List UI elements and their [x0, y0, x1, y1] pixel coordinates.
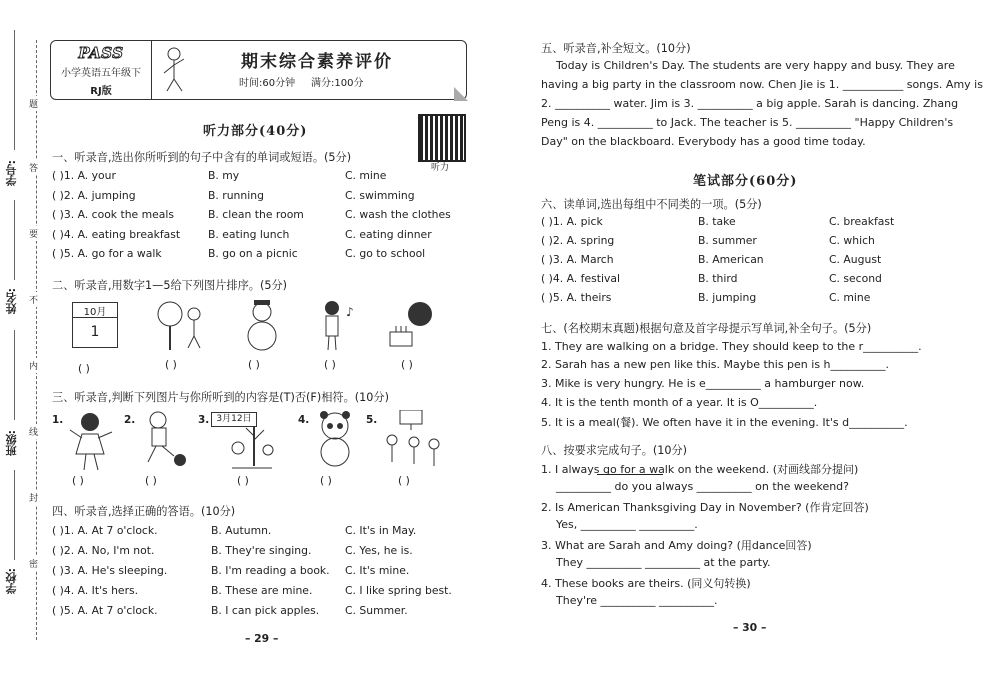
question-row[interactable]: ( )2. A. jumping [52, 189, 136, 202]
question-row[interactable]: ( )1. A. At 7 o'clock. [52, 524, 158, 537]
tf-blank[interactable]: ( ) [320, 474, 332, 487]
seal-char: 题 [29, 96, 38, 111]
seal-char: 不 [29, 292, 38, 307]
margin-line [14, 200, 15, 280]
option-b[interactable]: B. my [208, 169, 240, 182]
school-label: 学校: [5, 568, 18, 595]
answer-line[interactable]: Yes, __________ __________. [556, 518, 698, 531]
passage-line[interactable]: Peng is 4. __________ to Jack. The teacher is 5. __________ "Happy Children's [541, 116, 954, 129]
question-row[interactable]: ( )3. A. March [541, 253, 614, 266]
order-blank[interactable]: ( ) [324, 358, 336, 371]
passage-line: Today is Children's Day. The students are very happy and busy. They are [556, 59, 955, 72]
section-7-title: 七、(名校期末真题)根据句意及首字母提示写单词,补全句子。(5分) [541, 322, 872, 335]
question-row[interactable]: ( )5. A. go for a walk [52, 247, 162, 260]
picture-number: 5. [366, 414, 378, 426]
question-row[interactable]: ( )1. A. pick [541, 215, 603, 228]
pass-logo: PASS [78, 44, 124, 62]
option-b[interactable]: B. take [698, 215, 736, 228]
option-b[interactable]: B. eating lunch [208, 228, 290, 241]
question-row[interactable]: ( )4. A. It's hers. [52, 584, 139, 597]
boy-football-picture [140, 410, 190, 470]
question-row[interactable]: ( )5. A. theirs [541, 291, 612, 304]
seal-char: 答 [29, 160, 38, 175]
option-c[interactable]: C. It's in May. [345, 524, 417, 537]
calendar-day: 1 [90, 324, 100, 340]
margin-line [14, 330, 15, 420]
order-blank[interactable]: ( ) [78, 362, 90, 375]
exam-header [50, 40, 467, 100]
boy-by-tree-picture [152, 300, 212, 352]
option-b[interactable]: B. American [698, 253, 764, 266]
qr-code-icon[interactable] [418, 114, 466, 162]
student-number-label: 学号: [5, 160, 18, 187]
margin-line [14, 30, 15, 150]
answer-line[interactable]: __________ do you always __________ on the weekend? [556, 480, 849, 493]
option-b[interactable]: B. running [208, 189, 264, 202]
girl-dancing-picture [68, 410, 114, 472]
section-5-title: 五、听录音,补全短文。(10分) [541, 42, 691, 55]
passage-line[interactable]: 2. __________ water. Jim is 3. __________ a big apple. Sarah is dancing. Zhang [541, 97, 959, 110]
section-2-title: 二、听录音,用数字1—5给下列图片排序。(5分) [52, 279, 288, 292]
full-score: 满分:100分 [311, 78, 364, 89]
calendar-month: 10月 [73, 303, 117, 318]
order-blank[interactable]: ( ) [401, 358, 413, 371]
question-row[interactable]: ( )4. A. eating breakfast [52, 228, 181, 241]
option-b[interactable]: B. summer [698, 234, 757, 247]
option-b[interactable]: B. These are mine. [211, 584, 313, 597]
picture-number: 4. [298, 414, 310, 426]
fill-sentence[interactable]: 2. Sarah has a new pen like this. Maybe this pen is h__________. [541, 358, 890, 371]
page-number-right: – 30 – [733, 621, 767, 634]
listening-part-title: 听力部分(40分) [203, 124, 308, 139]
seal-char: 线 [29, 424, 38, 439]
fill-sentence[interactable]: 3. Mike is very hungry. He is e__________ a hamburger now. [541, 377, 865, 390]
option-b[interactable]: B. I'm reading a book. [211, 564, 330, 577]
snowman-picture [240, 298, 284, 354]
seal-dashed-line [36, 40, 37, 640]
section-1-title: 一、听录音,选出你所听到的句子中含有的单词或短语。(5分) [52, 151, 352, 164]
question-row[interactable]: ( )2. A. spring [541, 234, 615, 247]
answer-line[interactable]: They __________ __________ at the party. [556, 556, 771, 569]
option-c[interactable]: C. eating dinner [345, 228, 432, 241]
question-row[interactable]: ( )4. A. festival [541, 272, 620, 285]
calendar-picture [72, 302, 118, 348]
tf-blank[interactable]: ( ) [398, 474, 410, 487]
page-number-left: – 29 – [245, 632, 279, 645]
question-row[interactable]: ( )3. A. cook the meals [52, 208, 175, 221]
section-4-title: 四、听录音,选择正确的答语。(10分) [52, 505, 236, 518]
section-6-title: 六、读单词,选出每组中不同类的一项。(5分) [541, 198, 762, 211]
passage-line: Day" on the blackboard. Everybody has a good time today. [541, 135, 866, 148]
writing-part-title: 笔试部分(60分) [693, 174, 798, 189]
fill-sentence[interactable]: 5. It is a meal(餐). We often have it in the evening. It's d__________. [541, 416, 908, 429]
option-c[interactable]: C. which [829, 234, 875, 247]
order-blank[interactable]: ( ) [165, 358, 177, 371]
girl-singing-picture [316, 298, 360, 352]
birthday-girl-picture [386, 298, 442, 352]
svg-text:♪: ♪ [346, 305, 354, 319]
fill-sentence[interactable]: 4. It is the tenth month of a year. It is O__________. [541, 396, 818, 409]
mascot-icon [159, 45, 189, 95]
option-c[interactable]: C. mine [345, 169, 387, 182]
option-c[interactable]: C. wash the clothes [345, 208, 451, 221]
option-c[interactable]: C. breakfast [829, 215, 895, 228]
transform-question: 1. I always go for a walk on the weekend. (对画线部分提问) [541, 463, 859, 476]
option-c[interactable]: C. August [829, 253, 882, 266]
exam-meta [239, 74, 363, 89]
tf-blank[interactable]: ( ) [145, 474, 157, 487]
option-c[interactable]: C. go to school [345, 247, 426, 260]
seal-char: 密 [29, 556, 38, 571]
seal-char: 内 [29, 358, 38, 373]
question-row[interactable]: ( )1. A. your [52, 169, 116, 182]
order-blank[interactable]: ( ) [248, 358, 260, 371]
date-sign: 3月12日 [211, 412, 257, 427]
margin-line [14, 470, 15, 560]
grade-label: 小学英语五年级下 [61, 68, 141, 79]
name-label: 姓名: [5, 288, 18, 315]
option-c[interactable]: C. I like spring best. [345, 584, 452, 597]
page-curl [454, 87, 468, 101]
option-b[interactable]: B. They're singing. [211, 544, 312, 557]
transform-question: 4. These books are theirs. (同义句转换) [541, 577, 751, 590]
section-8-title: 八、按要求完成句子。(10分) [541, 444, 688, 457]
picture-number: 2. [124, 414, 136, 426]
option-c[interactable]: C. mine [829, 291, 871, 304]
picture-number: 3. [198, 414, 210, 426]
option-c[interactable]: C. swimming [345, 189, 415, 202]
transform-question: 2. Is American Thanksgiving Day in November? (作肯定回答) [541, 501, 869, 514]
answer-line[interactable]: They're __________ __________. [556, 594, 718, 607]
panda-picture [314, 410, 356, 468]
option-c[interactable]: C. It's mine. [345, 564, 410, 577]
question-row[interactable]: ( )5. A. At 7 o'clock. [52, 604, 158, 617]
option-b[interactable]: B. jumping [698, 291, 757, 304]
picture-number: 1. [52, 414, 64, 426]
fill-sentence[interactable]: 1. They are walking on a bridge. They should keep to the r__________. [541, 340, 922, 353]
option-b[interactable]: B. go on a picnic [208, 247, 298, 260]
question-row[interactable]: ( )3. A. He's sleeping. [52, 564, 168, 577]
option-b[interactable]: B. Autumn. [211, 524, 272, 537]
basketball-picture [380, 410, 444, 470]
option-c[interactable]: C. Summer. [345, 604, 408, 617]
passage-line[interactable]: having a big party in the classroom now. Chen Jie is 1. ___________ songs. Amy is [541, 78, 983, 91]
class-label: 班级: [5, 430, 18, 457]
section-3-title: 三、听录音,判断下列图片与你所听到的内容是(T)否(F)相符。(10分) [52, 391, 389, 404]
tf-blank[interactable]: ( ) [237, 474, 249, 487]
option-c[interactable]: C. Yes, he is. [345, 544, 413, 557]
option-b[interactable]: B. I can pick apples. [211, 604, 320, 617]
option-c[interactable]: C. second [829, 272, 882, 285]
qr-label: 听力 [431, 163, 450, 173]
option-b[interactable]: B. third [698, 272, 738, 285]
transform-question: 3. What are Sarah and Amy doing? (用dance回答) [541, 539, 812, 552]
question-row[interactable]: ( )2. A. No, I'm not. [52, 544, 155, 557]
underline-mark [597, 474, 663, 475]
seal-char: 封 [29, 490, 38, 505]
edition-label: RJ版 [90, 86, 112, 97]
option-b[interactable]: B. clean the room [208, 208, 304, 221]
time-limit: 时间:60分钟 [239, 78, 296, 89]
seal-char: 要 [29, 226, 38, 241]
header-brand-box [51, 41, 152, 99]
planting-trees-picture [228, 426, 274, 472]
tf-blank[interactable]: ( ) [72, 474, 84, 487]
exam-title: 期末综合素养评价 [241, 52, 393, 72]
